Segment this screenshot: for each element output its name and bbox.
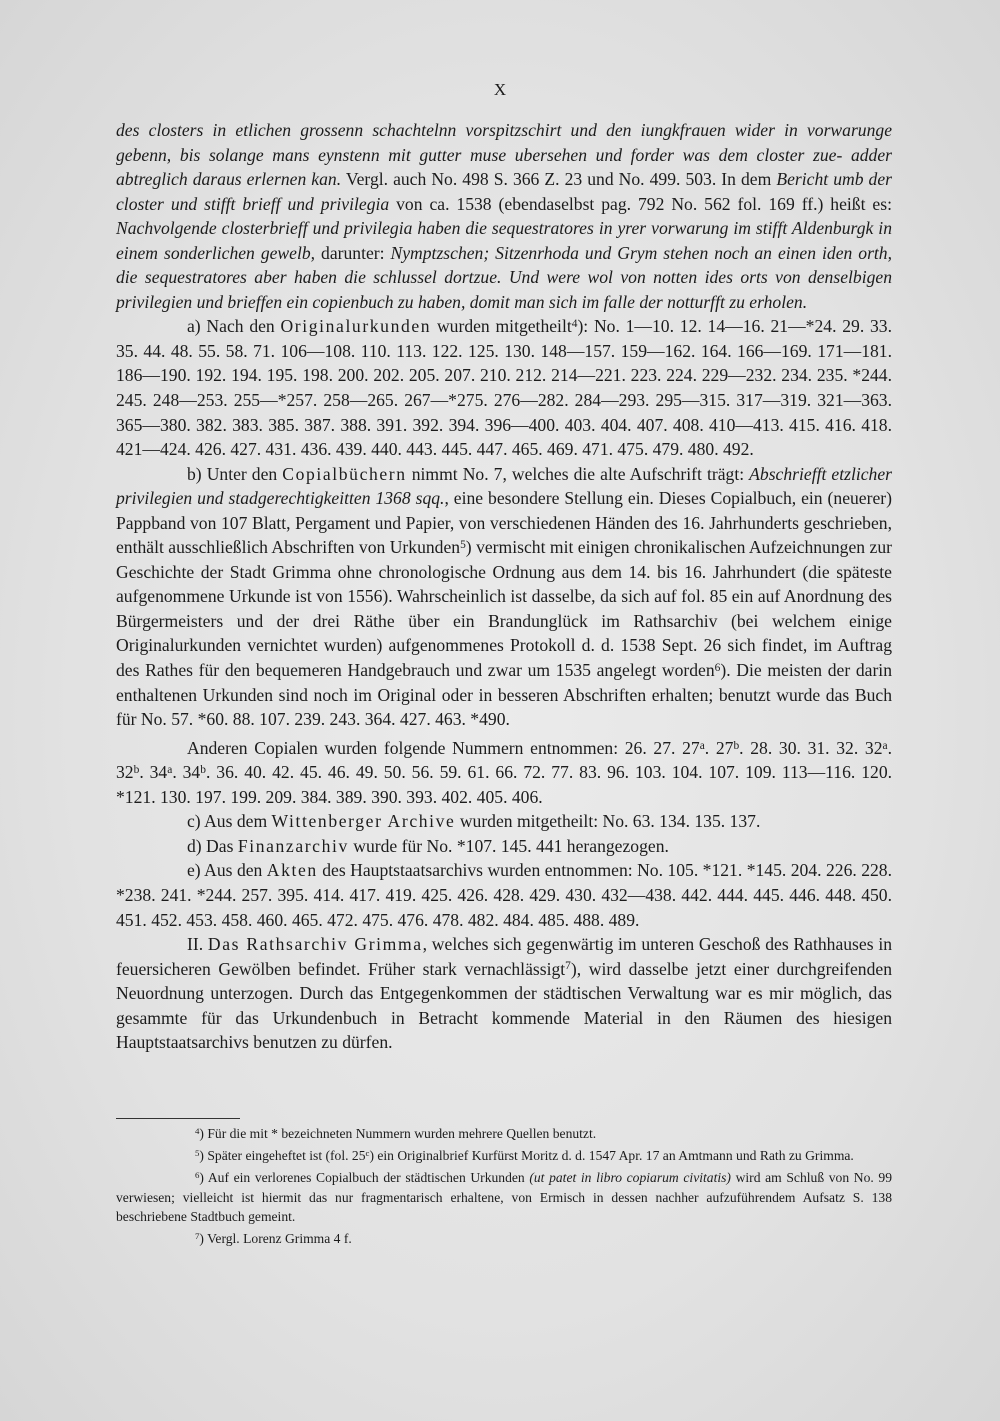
footnote-6 bbox=[116, 1168, 892, 1226]
paragraph-e bbox=[116, 858, 892, 932]
paragraph-d bbox=[116, 834, 892, 859]
footnote-text: ) Später eingeheftet ist (fol. 25 bbox=[199, 1148, 366, 1164]
para-ii-term: Das Rathsarchiv Grimma bbox=[207, 934, 423, 955]
para-b-text-4: ). Die meisten der darin enthaltenen Urkunden sind noch im Original oder in besseren Abschriften erhalten; benutzt wurde das Buch für No. 57. *60. 88. 107. 239. 243. 364. 427. 463. *490. bbox=[116, 660, 892, 730]
para-d-lead: d) Das bbox=[187, 835, 238, 856]
footnote-text: ) Für die mit * bezeichneten Nummern wurden mehrere Quellen benutzt. bbox=[199, 1126, 597, 1141]
other-text-6: . 34 bbox=[172, 762, 201, 783]
other-text-3: . 28. 30. 31. 32. 32 bbox=[739, 737, 883, 758]
footnote-number: 7 bbox=[195, 1231, 200, 1242]
footnote-number: 6 bbox=[195, 1170, 200, 1181]
page-number: X bbox=[493, 80, 507, 99]
para-b-text-1: nimmt No. 7, welches die alte Aufschrift trägt: bbox=[406, 463, 750, 484]
para-c-lead: c) Aus dem bbox=[187, 811, 272, 832]
text-1: Vergl. auch No. 498 S. 366 Z. 23 und No. 499. 503. In dem bbox=[341, 169, 777, 190]
para-b-text-2: , eine besondere Stellung ein. Dieses Copialbuch, ein (neuerer) Pappband von 107 Blatt, Pergament und Papier, von verschiedenen Händen des 16. Jahrhunderts geschrieben, enthält ausschließlich Abschriften von Urkunden bbox=[116, 488, 892, 558]
sup-a: a bbox=[699, 739, 705, 752]
para-b-term: Copialbüchern bbox=[282, 463, 407, 484]
para-ii-lead: II. bbox=[187, 934, 208, 955]
para-e-term: Akten bbox=[266, 860, 318, 881]
folio-sup: c bbox=[365, 1148, 370, 1159]
para-c-rest: wurden mitgetheilt: No. 63. 134. 135. 137. bbox=[455, 811, 761, 832]
text-2: von ca. 1538 (ebendaselbst pag. 792 No. 562 fol. 169 ff.) heißt es: bbox=[389, 193, 892, 214]
quote-4: Nymptzschen; Sitzenrhoda und Grym stehen noch an einen iden orth, die sequestratores aber haben die schlussel dortzue. Und were wol von notten ides orts von denselbigen privilegien und brieffen ein copienbuch zu haben, domit man sich im falle der notturfft zu erholen. bbox=[116, 242, 892, 312]
other-text-2: . 27 bbox=[704, 737, 734, 758]
paragraph-b bbox=[116, 462, 892, 732]
para-c-term: Wittenberger Archive bbox=[271, 811, 456, 832]
para-ii-text-1: , welches sich gegenwärtig im unteren Geschoß des Rathhauses in feuersicheren Gewölben befindet. Früher stark vernachlässigt bbox=[116, 934, 893, 979]
footnote-ref-6[interactable]: 6 bbox=[714, 661, 721, 674]
para-b-lead: b) Unter den bbox=[187, 463, 283, 484]
para-a-mid: wurden mitgetheilt bbox=[431, 316, 572, 337]
para-b-text-3: ) vermischt mit einigen chronikalischen Aufzeichnungen zur Geschichte der Stadt Grimma ohne chronologische Ordnung aus dem 14. bis 16. Jahrhundert (die späteste aufgenommene Urkunde ist von 1556). Wahrscheinlich ist dasselbe, da sich auf fol. 85 ein auf Anordnung des Bürgermeisters und der drei Räthe über ein Brandunglück im Rathsarchiv (bei welchem einige Originalurkunden vernichtet wurden) aufgenommenes Protokoll d. d. 1538 Sept. 26 sich findet, im Auftrag des Rathes für den bequemeren Handgebrauch und zwar um 1535 angelegt worden bbox=[116, 537, 892, 681]
other-text-1: Anderen Copialen wurden folgende Nummern entnommen: 26. 27. 27 bbox=[187, 737, 700, 758]
para-e-rest: des Hauptstaatsarchivs wurden entnommen: No. 105. *121. *145. 204. 226. 228. *238. 241. *244. 257. 395. 414. 417. 419. 425. 426. 428. 429. 430. 432—438. 442. 444. 445. 446. 448. 450. 451. 452. 453. 458. 460. 465. 472. 475. 476. 478. 482. 484. 485. 488. 489. bbox=[116, 860, 892, 930]
quote-2: Bericht umb der closter und stifft brieff und privilegia bbox=[116, 169, 892, 214]
sup-b: b bbox=[133, 764, 140, 777]
footnote-ref-4[interactable]: 4 bbox=[571, 318, 578, 331]
para-a-term: Originalurkunden bbox=[280, 316, 432, 337]
footnote-text: ) ein Originalbrief Kurfürst Moritz d. d. 1547 Apr. 17 an Amtmann und Rath zu Grimma. bbox=[369, 1148, 854, 1164]
footnote-7 bbox=[116, 1229, 892, 1248]
para-ii-text-2: ), wird dasselbe jetzt einer durchgreifenden Neuordnung unterzogen. Durch das Entgegenkommen der städtischen Verwaltung war es mir möglich, das gesammte für das Urkundenbuch in Betracht kommende Material in den Räumen des hiesigen Hauptstaatsarchivs benutzen zu dürfen. bbox=[116, 958, 892, 1053]
para-a-lead: a) Nach den bbox=[187, 316, 281, 337]
other-text-5: . 34 bbox=[139, 762, 168, 783]
paragraph-intro bbox=[116, 118, 892, 314]
paragraph-other-copials bbox=[116, 736, 892, 810]
sup-b: b bbox=[733, 739, 740, 752]
quote-1: des closters in etlichen grossenn schachtelnn vorspitzschirt und den iungkfrauen wider in vorwarunge gebenn, bis solange mans eynstenn mit gutter muse ubersehen und forder was dem closter zue- adder abtreglich daraus erlernen kan. bbox=[116, 120, 892, 190]
main-text bbox=[116, 118, 892, 1055]
para-b-title: Abschriefft etzlicher privilegien und stadgerechtigkeitten 1368 sqq. bbox=[116, 463, 892, 509]
footnote-number: 5 bbox=[195, 1148, 200, 1159]
footnote-ref-7[interactable]: 7 bbox=[565, 960, 571, 973]
para-e-lead: e) Aus den bbox=[187, 860, 267, 881]
paragraph-a bbox=[116, 314, 892, 461]
footnotes bbox=[116, 1124, 892, 1251]
para-d-rest: wurde für No. *107. 145. 441 herangezogen. bbox=[348, 835, 669, 856]
footnote-5 bbox=[116, 1146, 892, 1165]
text-3: darunter: bbox=[315, 242, 391, 263]
sup-a: a bbox=[882, 739, 888, 752]
footnote-4 bbox=[116, 1124, 892, 1143]
sup-b: b bbox=[200, 764, 206, 777]
paragraph-c bbox=[116, 809, 892, 834]
footnote-ref-5[interactable]: 5 bbox=[460, 539, 466, 552]
footnote-text: ) Auf ein verlorenes Copialbuch der städtischen Urkunden bbox=[199, 1170, 530, 1186]
footnote-text: wird am Schluß von No. 99 verwiesen; vielleicht ist hiermit das nur fragmentarisch erhaltene, von Ermisch in dessen nachher aufzuführendem Aufsatz S. 138 beschriebene Stadtbuch gemeint. bbox=[116, 1170, 892, 1224]
sup-a: a bbox=[167, 764, 173, 777]
para-a-numbers: ): No. 1—10. 12. 14—16. 21—*24. 29. 33. 35. 44. 48. 55. 58. 71. 106—108. 110. 113. 122. 125. 130. 148—157. 159—162. 164. 166—169. 171—181. 186—190. 192. 194. 195. 198. 200. 202. 205. 207. 210. 212. 214—221. 223. 224. 229—232. 234. 235. *244. 245. 248—253. 255—*257. 258—265. 267—*275. 276—282. 284—293. 295—315. 317—319. 321—363. 365—380. 382. 383. 385. 387. 388. 391. 392. 394. 396—400. 403. 404. 407. 408. 410—413. 415. 416. 418. 421—424. 426. 427. 431. 436. 439. 440. 443. 445. 447. 465. 469. 471. 475. 479. 480. 492. bbox=[116, 316, 892, 460]
paragraph-ii bbox=[116, 932, 892, 1055]
quote-3: Nachvolgende closterbrieff und privilegia haben die sequestratores in yrer vorwarung im stifft Aldenburgk in einem sonderlichen gewelb, bbox=[116, 218, 892, 263]
footnote-text: ) Vergl. Lorenz Grimma 4 f. bbox=[199, 1231, 352, 1247]
footnote-quote: (ut patet in libro copiarum civitatis) bbox=[529, 1170, 731, 1186]
other-text-4: . 32 bbox=[116, 737, 893, 783]
footnote-number: 4 bbox=[195, 1126, 200, 1137]
other-text-7: . 36. 40. 42. 45. 46. 49. 50. 56. 59. 61. 66. 72. 77. 83. 96. 103. 104. 107. 109. 113—116. 120. *121. 130. 197. 199. 209. 384. 389. 390. 393. 402. 405. 406. bbox=[116, 762, 893, 807]
footnote-separator bbox=[116, 1118, 240, 1119]
para-d-term: Finanzarchiv bbox=[237, 835, 349, 856]
